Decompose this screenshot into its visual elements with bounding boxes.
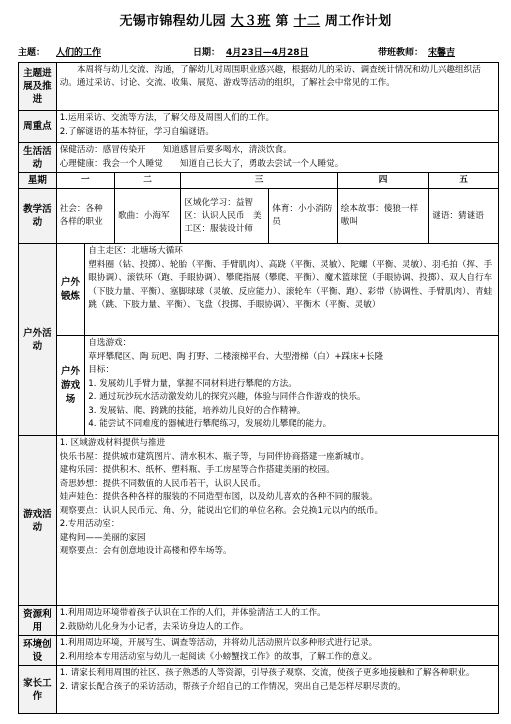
environment-content [56, 636, 498, 666]
label-week: 星期 [19, 173, 57, 189]
outdoor-game-line: 1. 发展幼儿手臂力量，掌握不同材料进行攀爬的方法。 [88, 378, 297, 389]
game-activity-line: 2.专用活动室： [59, 519, 120, 529]
outdoor-game-content [85, 336, 499, 436]
row-outdoor-game [19, 336, 499, 436]
label-resources: 资源利用 [19, 606, 57, 636]
date-value: 4月23日—4月28日 [226, 48, 309, 58]
teaching-monday-a: 社会：各种各样的职业 [56, 189, 114, 244]
row-week-days [19, 173, 499, 189]
game-activity-content [56, 436, 498, 606]
row-environment [19, 636, 499, 666]
outdoor-game-line: 3. 发展钻、爬、跨跳的技能，培养幼儿良好的合作精神。 [88, 405, 306, 416]
plan-table [18, 62, 499, 714]
row-resources [19, 606, 499, 636]
day-3: 三 [181, 173, 338, 189]
day-5: 五 [429, 173, 499, 189]
theme-value: 人们的工作 [56, 48, 102, 58]
resources-item: 1.利用周边环境带着孩子认识在工作的人们，并体验清洁工人的工作。 [59, 608, 326, 618]
game-activity-line: 奇思妙想：提供不同数值的人民币若干，认识人民币。 [59, 478, 266, 489]
outdoor-game-line: 2. 通过玩沙玩水活动激发幼儿的探究兴趣，体验与同伴合作游戏的快乐。 [88, 392, 366, 402]
environment-item: 1.利用周边环境，开展写生、调查等活动，并将幼儿活动照片以多种形式进行记录。 [59, 638, 378, 648]
teaching-monday-b: 歌曲：小海军 [114, 189, 180, 244]
game-activity-line: 1. 区域游戏材料提供与推进 [59, 438, 166, 448]
outdoor-game-line: 草坪攀爬区、陶 玩吧、陶 打野、二楼滚梯平台、大型滑梯（白）+踩床+长隆 [88, 351, 384, 362]
row-theme-progress [19, 63, 499, 111]
environment-item: 2.利用绘本专用活动室与幼儿一起阅读《小螃蟹找工作》的故事，了解工作的意义。 [59, 651, 378, 662]
label-outdoor: 户外活动 [19, 244, 57, 436]
title-week-word: 第 [275, 14, 289, 29]
page-title [0, 10, 511, 29]
label-environment: 环境创设 [19, 636, 57, 666]
day-4: 四 [337, 173, 428, 189]
outdoor-game-line: 目标： [88, 365, 115, 375]
row-week-focus [19, 111, 499, 143]
row-teaching [19, 189, 499, 244]
outdoor-game-line: 自选游戏： [88, 338, 132, 348]
title-suffix: 周工作计划 [325, 14, 392, 29]
outdoor-exercise-line: 塑料圈（钻、投掷）、轮胎（平衡、手臂肌肉）、高跷（平衡、灵敏）、陀螺（平衡、灵敏）、羽毛拍（挥、手眼协调）、滚铁环（跑、手眼协调）、攀爬指展（攀爬、平衡）、魔术篮球筐（手眼协调、投掷）、双人自行车（下肢力量、平衡）、塞脚球球（灵敏、反应能力）、滚轮车（平衡、跑）、彩带（协调性、手臂肌肉）、青蛙跳（跳、下肢力量、平衡）、飞盘（投掷、手眼协调）、平衡木（平衡、灵敏） [88, 259, 493, 310]
week-focus-content [56, 111, 498, 143]
game-activity-line: 建构乐园：提供积木、纸杯、塑料瓶、手工房屋等合作搭建美丽的校园。 [59, 465, 335, 475]
week-focus-item: 2.了解谜语的基本特征，学习自编谜语。 [59, 126, 214, 137]
title-class: 大３班 [230, 14, 271, 29]
label-outdoor-game: 户外游戏场 [56, 336, 85, 436]
teacher-label: 带班教师： [378, 48, 424, 58]
family-item: 2. 请家长配合孩子的采访活动，帮孩子介绍自己的工作情况，突出自己是怎样尽职尽责的。 [59, 681, 406, 692]
resources-content [56, 606, 498, 636]
game-activity-line: 观察要点：认识人民币元、角、分，能说出它们的单位名称。会兑换1元以内的纸币。 [59, 505, 384, 516]
label-theme-progress: 主题进展及推进 [19, 63, 57, 111]
label-life: 生活活动 [19, 143, 57, 173]
day-2: 二 [114, 173, 180, 189]
theme-label: 主题： [18, 48, 46, 58]
title-school: 无锡市锦程幼儿园 [119, 14, 226, 29]
game-activity-line: 娃声娃色：提供各种各样的服装的不同造型布図，以及幼儿喜欢的各种不同的服装。 [59, 492, 378, 502]
game-activity-line: 建构间——美丽的家园 [59, 532, 146, 543]
row-life [19, 143, 499, 173]
teacher-value: 宋馨吉 [428, 48, 456, 58]
label-game-activity: 游戏活动 [19, 436, 57, 606]
date-label: 日期： [193, 48, 221, 58]
teaching-thursday: 绘本故事：傻狼一样嗷叫 [337, 189, 428, 244]
teaching-friday: 谜语：猜谜语 [429, 189, 499, 244]
family-item: 1. 请家长利用周围的社区、孩子熟悉的人等资源，引导孩子观察、交流，使孩子更多地接触和了解各种职业。 [59, 668, 475, 678]
row-outdoor-exercise [19, 244, 499, 336]
label-family: 家长工作 [19, 666, 57, 714]
day-1: 一 [56, 173, 114, 189]
outdoor-game-line: 4. 能尝试不同难度的器械进行攀爬练习，发展幼儿攀爬的能力。 [88, 419, 332, 429]
row-family [19, 666, 499, 714]
outdoor-exercise-line: 自主走区：北塘场大循环 [88, 246, 183, 256]
label-teaching: 教学活动 [19, 189, 57, 244]
life-item: 心理健康：我会一个人睡觉 知道自己长大了，勇敢去尝试一个人睡觉。 [59, 158, 344, 169]
game-activity-line: 观察要点：会有创意地设计高楼和停车场等。 [59, 546, 232, 556]
game-activity-line: 快乐书屋：提供城市建筑图片、清水积木、瓶子等，与同伴协商搭建一座新城市。 [59, 451, 370, 462]
title-week-number: 十二 [293, 14, 321, 29]
teaching-tuesday: 区域化学习：益智区：认识人民币 美工区：服装设计师 [181, 189, 269, 244]
life-item: 保健活动：感冒传染开 知道感冒后要多喝水，清淡饮食。 [59, 145, 292, 155]
family-content [56, 666, 498, 714]
theme-progress-text: 本周将与幼儿交流、沟通，了解幼儿对周围职业感兴趣，根据幼儿的采访、调查统计情况和幼儿兴趣组织活动。通过采访、讨论、交流、收集、展览、游戏等活动的组织，了解社会中常见的工作。 [56, 63, 498, 111]
label-outdoor-exercise: 户外锻炼 [56, 244, 85, 336]
label-week-focus: 周重点 [19, 111, 57, 143]
resources-item: 2.鼓励幼儿化身为小记者，去采访身边人的工作。 [59, 621, 249, 632]
life-content [56, 143, 498, 173]
week-focus-item: 1.运用采访、交流等方法，了解父母及周围人们的工作。 [59, 113, 275, 123]
teaching-wednesday: 体育：小小消防员 [269, 189, 338, 244]
outdoor-exercise-content [85, 244, 499, 336]
row-game-activity [19, 436, 499, 606]
